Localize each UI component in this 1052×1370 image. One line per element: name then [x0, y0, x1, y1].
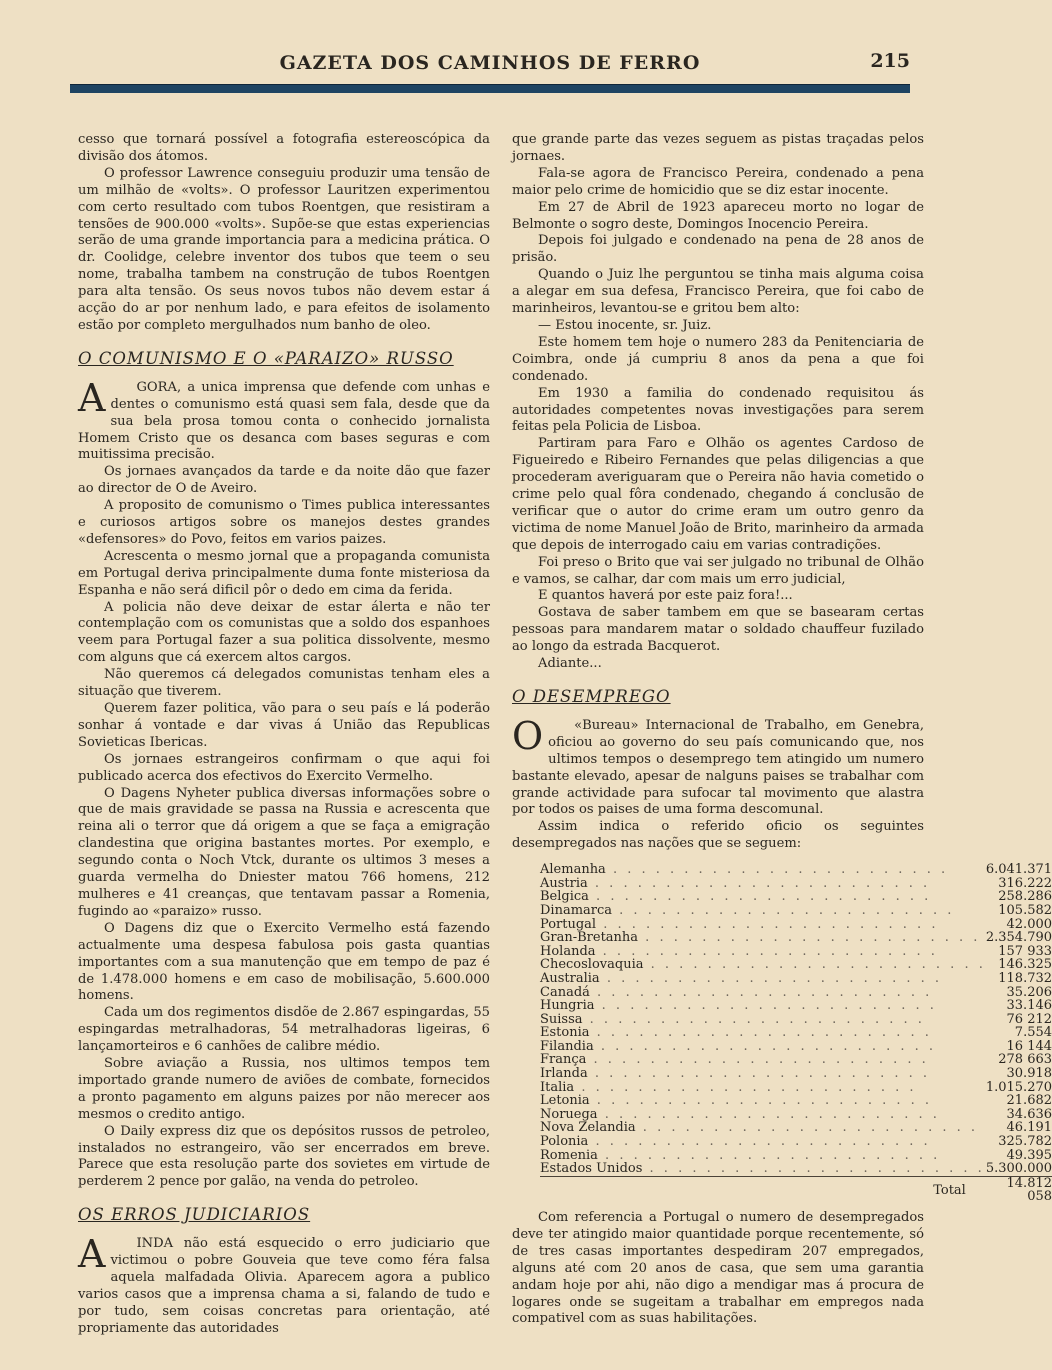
section-heading-comunismo: O COMUNISMO E O «PARAIZO» RUSSO [78, 348, 454, 368]
country-name: Alemanha [540, 862, 606, 878]
paragraph: Em 27 de Abril de 1923 apareceu morto no logar de Belmonte o sogro deste, Domingos Inocencio Pereira. [512, 199, 924, 232]
country-name: Austria [540, 875, 588, 891]
value-cell: 1.015.270 [985, 1079, 1052, 1095]
paragraph: Em 1930 a familia do condenado requisitou ás autoridades competentes novas investigações para serem feitas pela Policia de Lisboa. [512, 385, 924, 435]
paragraph: Adiante... [538, 656, 602, 672]
country-cell [540, 1121, 986, 1135]
country-name: Belgica [540, 889, 589, 905]
value-cell: 6.041.371 [985, 862, 1052, 878]
country-cell [540, 986, 986, 1000]
value-cell: 7.554 [1014, 1025, 1052, 1041]
value-cell: 105.582 [998, 902, 1052, 918]
leader-dots: . . . . . . . . . . . . . . . . . . . . . . . . [605, 862, 949, 878]
value-cell: 33.146 [1006, 998, 1052, 1014]
table-row [540, 1094, 1052, 1108]
leader-dots: . . . . . . . . . . . . . . . . . . . . . . . . [588, 889, 932, 905]
paragraph: cesso que tornará possível a fotografia estereoscópica da divisão dos átomos. [78, 132, 490, 164]
country-name: Estados Unidos [540, 1161, 643, 1177]
country-cell [540, 1135, 986, 1149]
leader-dots: . . . . . . . . . . . . . . . . . . . . . . . . [594, 998, 937, 1014]
table-row [540, 1149, 1052, 1163]
unemployment-table [540, 863, 1052, 1204]
country-cell [540, 958, 986, 972]
publication-title: GAZETA DOS CAMINHOS DE FERRO [279, 52, 701, 74]
table-row [540, 1081, 1052, 1095]
paragraph: «Bureau» Internacional de Trabalho, em Genebra, oficiou ao governo do seu país comunicando que, nos ultimos tempos o desemprego tem atingido um numero bastante elevado, apesar de nalguns paises se trabalhar com grande actividade para sufocar tal movimento que alastra por todos os paises de uma forma descomunal. [512, 717, 924, 818]
table-row [540, 863, 1052, 877]
table-row [540, 1162, 1052, 1176]
country-name: Letonia [540, 1093, 590, 1109]
country-cell [540, 863, 986, 877]
table-row [540, 999, 1052, 1013]
value-cell: 42.000 [1006, 916, 1052, 932]
country-name: Gran-Bretanha [540, 930, 639, 946]
continued-text [512, 132, 924, 673]
country-name: Suissa [540, 1011, 583, 1027]
paragraph: Gostava de saber tambem em que se basearam certas pessoas para mandarem matar o soldado chauffeur fuzilado ao longo da estrada Bacquerot. [512, 605, 924, 655]
leader-dots: . . . . . . . . . . . . . . . . . . . . . . . . [586, 1052, 929, 1068]
country-cell [540, 972, 986, 986]
paragraph: Acrescenta o mesmo jornal que a propaganda comunista em Portugal deriva principalmente duma fonte misteriosa da Espanha e não será dificil pôr o dedo em cima da ferida. [78, 548, 490, 598]
leader-dots: . . . . . . . . . . . . . . . . . . . . . . . . [597, 1147, 941, 1163]
table-row [540, 1053, 1052, 1067]
paragraph: Partiram para Faro e Olhão os agentes Cardoso de Figueiredo e Ribeiro Fernandes que pelas diligencias a que procederam averiguaram que o Pereira não havia cometido o crime pelo qual fôra condenado, chegando á conclusão de verificar que o autor do crime eram um outro genro da victima de nome Manuel João de Brito, marinheiro da armada que depois de interrogado caiu em varias contradições. [512, 436, 924, 553]
country-cell [540, 999, 986, 1013]
section-heading-erros: OS ERROS JUDICIARIOS [78, 1205, 311, 1225]
country-cell [540, 1081, 986, 1095]
table-row [540, 1026, 1052, 1040]
table-row [540, 972, 1052, 986]
country-cell [540, 1108, 986, 1122]
country-name: Nova Zelandia [540, 1120, 636, 1136]
value-cell: 278 663 [998, 1052, 1052, 1068]
leader-dots: . . . . . . . . . . . . . . . . . . . . . . . . [587, 875, 931, 891]
table-row [540, 958, 1052, 972]
section-desemprego [512, 713, 924, 853]
paragraph: Foi preso o Brito que vai ser julgado no tribunal de Olhão e vamos, se calhar, dar com mais um erro judicial, [512, 554, 924, 587]
section-heading-desemprego: O DESEMPREGO [512, 687, 671, 706]
country-name: Estonia [540, 1025, 590, 1041]
paragraph: GORA, a unica imprensa que defende com unhas e dentes o comunismo está quasi sem fala, desde que da sua bela prosa tomou conta o conhecido jornalista Homem Cristo que os desanca com bases seguras e com muitissima precisão. [78, 379, 490, 463]
section-comunismo [78, 375, 490, 1192]
drop-cap: A [78, 1232, 106, 1277]
country-cell [540, 1067, 986, 1081]
table-row [540, 1013, 1052, 1027]
table-row [540, 877, 1052, 891]
drop-cap: A [78, 375, 106, 420]
paragraph: Querem fazer politica, vão para o seu país e lá poderão sonhar á vontade e dar vivas á União das Republicas Sovieticas Ibericas. [78, 701, 490, 750]
paragraph: O Dagens diz que o Exercito Vermelho está fazendo actualmente uma despesa fabulosa pois gasta quantias importantes com a sua manutenção que em tempo de paz é de 1.478.000 homens e em caso de mobilisação, 5.600.000 homens. [78, 920, 490, 1004]
leader-dots: . . . . . . . . . . . . . . . . . . . . . . . . [612, 902, 955, 918]
paragraph: Cada um dos regimentos disdõe de 2.867 espingardas, 55 espingardas metralhadoras, 54 metralhadoras ligeiras, 6 lançamorteiros e 6 canhões de calibre médio. [78, 1005, 490, 1055]
total-value: 14.812 058 [986, 1176, 1052, 1204]
leader-dots: . . . . . . . . . . . . . . . . . . . . . . . . [599, 970, 943, 986]
country-cell [540, 1162, 986, 1176]
table-row [540, 1067, 1052, 1081]
leader-dots: . . . . . . . . . . . . . . . . . . . . . . . . [589, 984, 933, 1000]
leader-dots: . . . . . . . . . . . . . . . . . . . . . . . . [588, 1134, 931, 1150]
country-cell [540, 931, 986, 945]
leader-dots: . . . . . . . . . . . . . . . . . . . . . . . . [596, 916, 939, 932]
table-row [540, 931, 1052, 945]
country-name: França [540, 1052, 587, 1068]
paragraph: Fala-se agora de Francisco Pereira, condenado a pena maior pelo crime de homicidio que se diz estar inocente. [512, 165, 924, 198]
table-row [540, 1121, 1052, 1135]
right-column [512, 132, 1052, 1328]
paragraph: O Dagens Nyheter publica diversas informações sobre o que de mais gravidade se passa na Russia e acrescenta que reina ali o terror que dá origem a que se faça a emigração clandestina que origina bastantes mortes. Por exemplo, e segundo conta o Noch Vtck, durante os ultimos 3 meses a guarda vermelha do Dniester matou 766 homens, 212 mulheres e 41 creanças, que tentavam passar a Romenia, fugindo ao «paraizo» russo. [78, 785, 490, 919]
leader-dots: . . . . . . . . . . . . . . . . . . . . . . . . [597, 1106, 940, 1122]
table-total-row [540, 1176, 1052, 1204]
value-cell: 118.732 [998, 970, 1052, 986]
country-cell [540, 877, 986, 891]
masthead [70, 48, 910, 78]
paragraph: INDA não está esquecido o erro judiciario que victimou o pobre Gouveia que teve como féra falsa aquela malfadada Olivia. Aparecem agora a publico varios casos que a imprensa chama a si, falando de tudo e por tudo, sem coisas concretas para orientação, até propriamente das autoridades [78, 1236, 490, 1336]
value-cell: 49.395 [1006, 1147, 1052, 1163]
value-cell: 34.636 [1006, 1106, 1052, 1122]
country-cell [540, 1094, 986, 1108]
value-cell: 76 212 [1006, 1011, 1052, 1027]
paragraph: que grande parte das vezes seguem as pistas traçadas pelos jornaes. [512, 132, 924, 164]
value-cell: 146.325 [998, 957, 1052, 973]
leader-dots: . . . . . . . . . . . . . . . . . . . . . . . . [574, 1079, 917, 1095]
table-row [540, 918, 1052, 932]
country-cell [540, 1013, 986, 1027]
paragraph: Com referencia a Portugal o numero de desempregados deve ter atingido maior quantidade porque recentemente, só de tres casas importantes despediram 207 empregados, alguns até com 20 anos de casa, que sem uma garantia andam hoje por ahi, não digo a mendigar mas á procura de logares onde se sugeitam a trabalhar em empregos nada compativel com as suas habilitações. [512, 1210, 924, 1327]
country-name: Romenia [540, 1147, 598, 1163]
header-rule [70, 84, 910, 93]
leader-dots: . . . . . . . . . . . . . . . . . . . . . . . . [595, 943, 938, 959]
section-erros [78, 1232, 490, 1337]
value-cell: 16 144 [1006, 1038, 1052, 1054]
paragraph: O professor Lawrence conseguiu produzir uma tensão de um milhão de «volts». O professor Lauritzen experimentou com certo resultado com tubos Roentgen, que resistiram a tensões de 900.000 «volts». Supõe-se que estas experiencias serão de uma grande importancia para a medicina prática. O dr. Coolidge, celebre inventor dos tubos que teem o seu nome, trabalha tambem na construção de tubos Roentgen para alta tensão. Os seus novos tubos não devem estar á acção do ar por nenhum lado, e para efeitos de isolamento estão por completo mergulhados num banho de oleo. [78, 165, 490, 333]
country-name: Noruega [540, 1106, 598, 1122]
paragraph: Este homem tem hoje o numero 283 da Penitenciaria de Coimbra, onde já cumpriu 8 anos da pena a que foi condenado. [512, 334, 924, 384]
country-name: Italia [540, 1079, 575, 1095]
country-cell [540, 1149, 986, 1163]
value-cell: 5.300.000 [985, 1161, 1052, 1177]
value-cell: 157 933 [998, 943, 1052, 959]
country-name: Irlanda [540, 1066, 588, 1082]
value-cell: 325.782 [998, 1134, 1052, 1150]
value-cell: 316.222 [998, 875, 1052, 891]
country-name: Filandia [540, 1038, 594, 1054]
paragraph: Depois foi julgado e condenado na pena de 28 anos de prisão. [512, 233, 924, 266]
closing-text [512, 1210, 924, 1328]
total-label: Total [540, 1176, 986, 1204]
page-number: 215 [870, 50, 910, 72]
country-cell [540, 1053, 986, 1067]
paragraph: — Estou inocente, sr. Juiz. [538, 317, 712, 333]
country-name: Holanda [540, 943, 596, 959]
leader-dots: . . . . . . . . . . . . . . . . . . . . . . . . [638, 930, 981, 946]
table-row [540, 1108, 1052, 1122]
value-cell: 21.682 [1006, 1093, 1052, 1109]
intro-text [78, 132, 490, 335]
left-column [78, 132, 490, 1338]
leader-dots: . . . . . . . . . . . . . . . . . . . . . . . . [642, 1161, 985, 1177]
leader-dots: . . . . . . . . . . . . . . . . . . . . . . . . [593, 1038, 937, 1054]
paragraph: O Daily express diz que os depósitos russos de petroleo, instalados no estrangeiro, vão ser encerrados em breve. Parece que esta resolução parte dos sovietes em virtude de perderem 2 pence por galão, na venda do petroleo. [78, 1123, 490, 1190]
country-cell [540, 1026, 986, 1040]
table-row [540, 904, 1052, 918]
paragraph: Sobre aviação a Russia, nos ultimos tempos tem importado grande numero de aviões de combate, fornecidos a pronto pagamento em alguns paizes por não merecer aos mesmos o credito antigo. [78, 1056, 490, 1122]
country-name: Hungria [540, 998, 595, 1014]
unemployment-table-body [540, 863, 1052, 1176]
paragraph: Assim indica o referido oficio os seguintes desempregados nas nações que se seguem: [512, 819, 924, 852]
country-cell [540, 1040, 986, 1054]
value-cell: 30.918 [1006, 1066, 1052, 1082]
paragraph: E quantos haverá por este paiz fora!... [538, 588, 793, 604]
table-row [540, 890, 1052, 904]
drop-cap: O [512, 713, 544, 758]
table-row [540, 1040, 1052, 1054]
country-name: Dinamarca [540, 902, 613, 918]
table-row [540, 945, 1052, 959]
country-cell [540, 904, 986, 918]
paragraph: Não queremos cá delegados comunistas tenham eles a situação que tiverem. [78, 667, 490, 700]
leader-dots: . . . . . . . . . . . . . . . . . . . . . . . . [582, 1011, 925, 1027]
table-row [540, 986, 1052, 1000]
value-cell: 46.191 [1006, 1120, 1052, 1136]
country-name: Portugal [540, 916, 597, 932]
leader-dots: . . . . . . . . . . . . . . . . . . . . . . . . [587, 1066, 931, 1082]
paragraph: A policia não deve deixar de estar álerta e não ter contemplação com os comunistas que a soldo dos espanhoes veem para Portugal fazer a sua politica dissolvente, mesmo com alguns que cá exercem altos cargos. [78, 599, 490, 666]
paragraph: A proposito de comunismo o Times publica interessantes e curiosos artigos sobre os manejos destes grandes «defensores» do Povo, feitos em varios paizes. [78, 498, 490, 547]
value-cell: 35.206 [1006, 984, 1052, 1000]
value-cell: 2.354.790 [985, 930, 1052, 946]
leader-dots: . . . . . . . . . . . . . . . . . . . . . . . . [589, 1093, 933, 1109]
country-name: Polonia [540, 1134, 589, 1150]
table-row [540, 1135, 1052, 1149]
country-name: Checoslovaquia [540, 957, 644, 973]
country-cell [540, 890, 986, 904]
leader-dots: . . . . . . . . . . . . . . . . . . . . . . . . [643, 957, 986, 973]
value-cell: 258.286 [998, 889, 1052, 905]
country-name: Canadá [540, 984, 590, 1000]
country-name: Australia [540, 970, 600, 986]
paragraph: Quando o Juiz lhe perguntou se tinha mais alguma coisa a alegar em sua defesa, Francisco Pereira, que foi cabo de marinheiros, levantou-se e gritou bem alto: [512, 267, 924, 317]
paragraph: Os jornaes avançados da tarde e da noite dão que fazer ao director de O de Aveiro. [78, 464, 490, 497]
leader-dots: . . . . . . . . . . . . . . . . . . . . . . . . [589, 1025, 932, 1041]
country-cell [540, 918, 986, 932]
paragraph: Os jornaes estrangeiros confirmam o que aqui foi publicado acerca dos efectivos do Exercito Vermelho. [78, 751, 490, 784]
country-cell [540, 945, 986, 959]
leader-dots: . . . . . . . . . . . . . . . . . . . . . . . . [635, 1120, 979, 1136]
